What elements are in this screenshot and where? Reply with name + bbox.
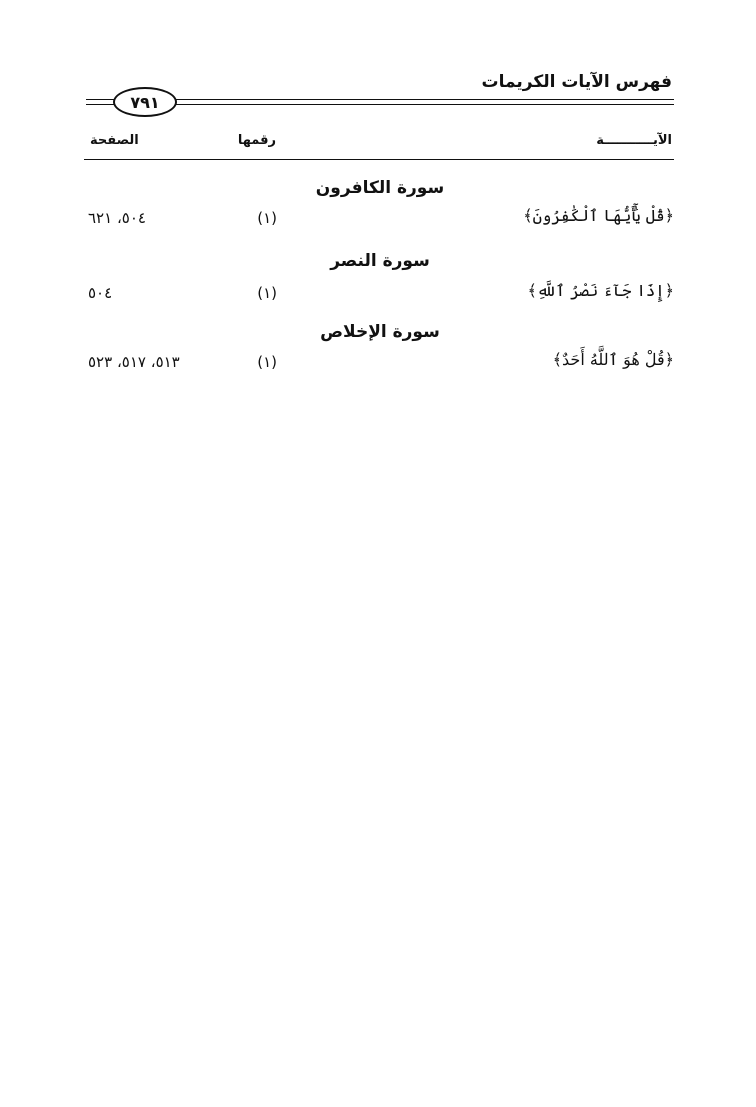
verse-number: (١) bbox=[257, 284, 277, 302]
verse-row bbox=[84, 281, 674, 309]
verse-number: (١) bbox=[257, 353, 277, 371]
verse-row bbox=[84, 350, 674, 378]
verse-text: ﴿قُلْ يَٰٓأَيُّهَا ٱلْكَٰفِرُونَ﴾ bbox=[523, 206, 674, 225]
surah-title: سورة النصر bbox=[330, 251, 430, 271]
column-heading-page: الصفحة bbox=[90, 133, 139, 148]
column-heading-rule bbox=[84, 159, 674, 160]
page-number: ٧٩١ bbox=[113, 87, 177, 117]
column-heading-verse: الآيـــــــــــة bbox=[596, 133, 672, 148]
surah-title: سورة الإخلاص bbox=[320, 322, 440, 342]
surah-title: سورة الكافرون bbox=[315, 178, 445, 198]
verse-row bbox=[84, 206, 674, 234]
verse-text: ﴿قُلْ هُوَ ٱللَّهُ أَحَدٌ﴾ bbox=[552, 350, 674, 369]
header-rule-bottom bbox=[172, 104, 674, 105]
verse-pages: ٥١٣، ٥١٧، ٥٢٣ bbox=[88, 353, 180, 371]
verse-number: (١) bbox=[257, 209, 277, 227]
verse-pages: ٥٠٤، ٦٢١ bbox=[88, 209, 146, 227]
column-heading-number: رقمها bbox=[237, 133, 276, 148]
verse-pages: ٥٠٤ bbox=[88, 284, 113, 302]
header-rule-top bbox=[172, 99, 674, 100]
verse-text: ﴿إِذَا جَآءَ نَصْرُ ٱللَّهِ﴾ bbox=[527, 281, 674, 300]
running-header-title: فهرس الآيات الكريمات bbox=[481, 72, 672, 92]
